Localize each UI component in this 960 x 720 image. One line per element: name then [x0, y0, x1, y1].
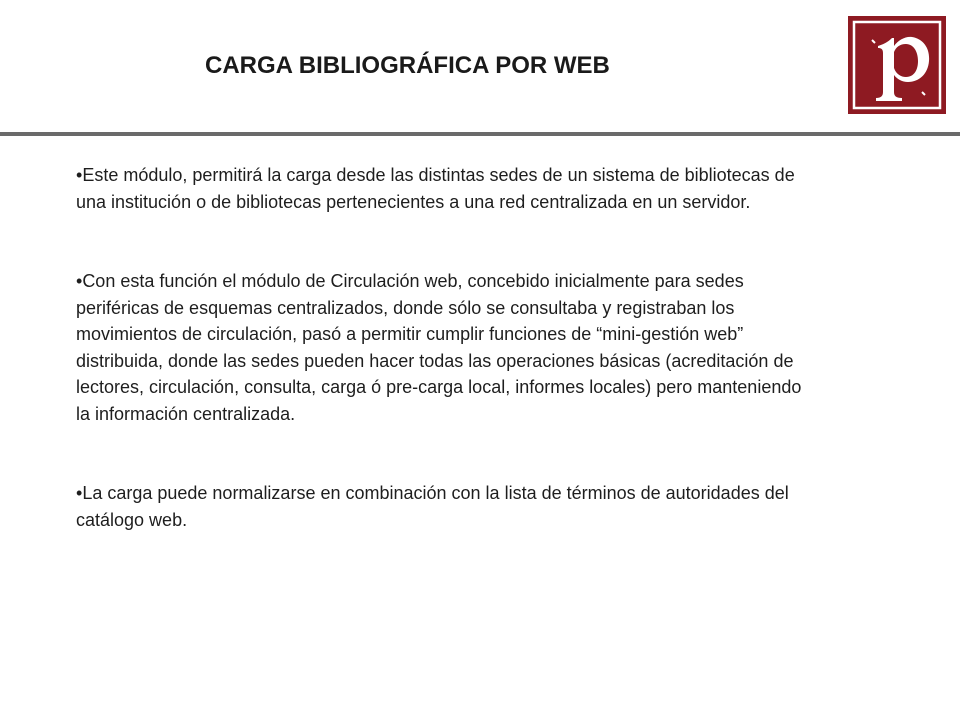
header-divider [0, 132, 960, 136]
bullet-item-2 [76, 268, 816, 427]
bullet-text: Con esta función el módulo de Circulación web, concebido inicialmente para sedes periféricas de esquemas centralizados, donde sólo se consultaba y registraban los movimientos de circulación, pasó a permitir cumplir funciones de “mini-gestión web” distribuida, donde las sedes pueden hacer todas las operaciones básicas (acreditación de lectores, circulación, consulta, carga ó pre-carga local, informes locales) pero manteniendo la información centralizada. [76, 271, 802, 424]
bullet-text: La carga puede normalizarse en combinación con la lista de términos de autoridades del catálogo web. [76, 483, 789, 530]
pergamo-logo [848, 16, 946, 114]
bullet-mark: • [76, 483, 83, 503]
slide-title: CARGA BIBLIOGRÁFICA POR WEB [205, 52, 610, 79]
bullet-item-1 [76, 162, 816, 215]
bullet-mark: • [76, 165, 83, 185]
bullet-mark: • [76, 271, 83, 291]
bullet-text: Este módulo, permitirá la carga desde las distintas sedes de un sistema de bibliotecas de una institución o de bibliotecas pertenecientes a una red centralizada en un servidor. [76, 165, 795, 212]
bullet-list [76, 162, 816, 533]
pergamo-p-logo-icon [848, 16, 946, 114]
bullet-item-3 [76, 480, 816, 533]
